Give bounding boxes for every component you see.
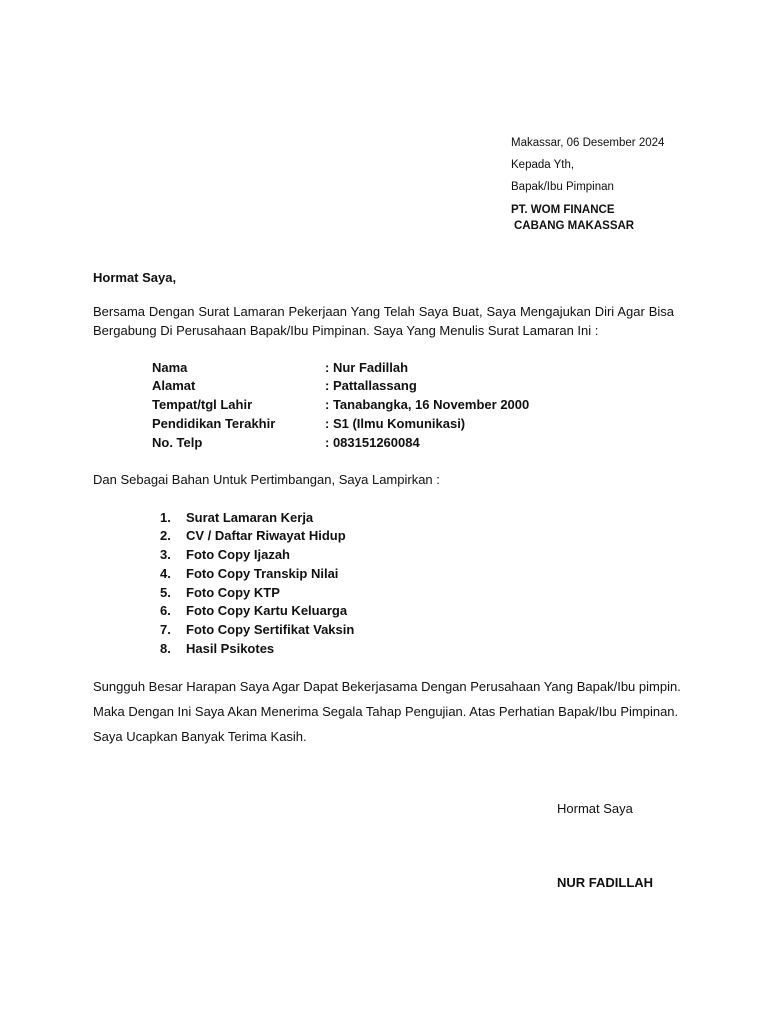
list-item [160, 585, 280, 600]
list-text: Foto Copy Sertifikat Vaksin [186, 622, 355, 637]
list-text: Foto Copy KTP [186, 585, 280, 600]
greeting: Hormat Saya, [93, 270, 177, 285]
list-number: 5. [160, 585, 171, 600]
list-text: Hasil Psikotes [186, 641, 275, 656]
list-number: 6. [160, 603, 171, 618]
attachments-intro: Dan Sebagai Bahan Untuk Pertimbangan, Saya Lampirkan : [93, 472, 440, 487]
list-text: Surat Lamaran Kerja [186, 510, 314, 525]
detail-label: Pendidikan Terakhir [152, 416, 276, 431]
recipient: Bapak/Ibu Pimpinan [511, 181, 614, 193]
detail-value: : Pattallassang [325, 378, 417, 393]
list-item [160, 528, 346, 543]
list-number: 7. [160, 622, 171, 637]
list-number: 8. [160, 641, 171, 656]
to-line: Kepada Yth, [511, 159, 575, 171]
detail-label: Nama [152, 360, 188, 375]
company-name: PT. WOM FINANCE [511, 204, 615, 216]
list-item [160, 622, 354, 637]
list-item [160, 641, 274, 656]
list-item [160, 566, 338, 581]
list-item [160, 547, 290, 562]
detail-value: : 083151260084 [325, 435, 420, 450]
signoff: Hormat Saya [557, 801, 633, 816]
list-item [160, 510, 313, 525]
closing-line: Sungguh Besar Harapan Saya Agar Dapat Bekerjasama Dengan Perusahaan Yang Bapak/Ibu pimpin. [93, 679, 681, 694]
detail-label: No. Telp [152, 435, 203, 450]
company-branch: CABANG MAKASSAR [514, 220, 635, 232]
detail-label: Alamat [152, 378, 196, 393]
list-text: Foto Copy Transkip Nilai [186, 566, 339, 581]
list-text: CV / Daftar Riwayat Hidup [186, 528, 346, 543]
detail-value: : Tanabangka, 16 November 2000 [325, 397, 530, 412]
list-text: Foto Copy Kartu Keluarga [186, 603, 348, 618]
list-item [160, 603, 347, 618]
detail-value: : Nur Fadillah [325, 360, 409, 375]
list-text: Foto Copy Ijazah [186, 547, 290, 562]
list-number: 1. [160, 510, 171, 525]
list-number: 2. [160, 528, 171, 543]
place-date: Makassar, 06 Desember 2024 [511, 137, 665, 149]
detail-value: : S1 (Ilmu Komunikasi) [325, 416, 466, 431]
closing-line: Maka Dengan Ini Saya Akan Menerima Segala Tahap Pengujian. Atas Perhatian Bapak/Ibu Pimpinan. [93, 704, 679, 719]
signature-name: NUR FADILLAH [557, 875, 654, 890]
list-number: 4. [160, 566, 171, 581]
intro-paragraph: Bersama Dengan Surat Lamaran Pekerjaan Yang Telah Saya Buat, Saya Mengajukan Diri Agar Bisa Bergabung Di Perusahaan Bapak/Ibu Pimpinan. Saya Yang Menulis Surat Lamaran Ini : [93, 304, 674, 338]
list-number: 3. [160, 547, 171, 562]
closing-line: Saya Ucapkan Banyak Terima Kasih. [93, 729, 307, 744]
detail-label: Tempat/tgl Lahir [152, 397, 253, 412]
